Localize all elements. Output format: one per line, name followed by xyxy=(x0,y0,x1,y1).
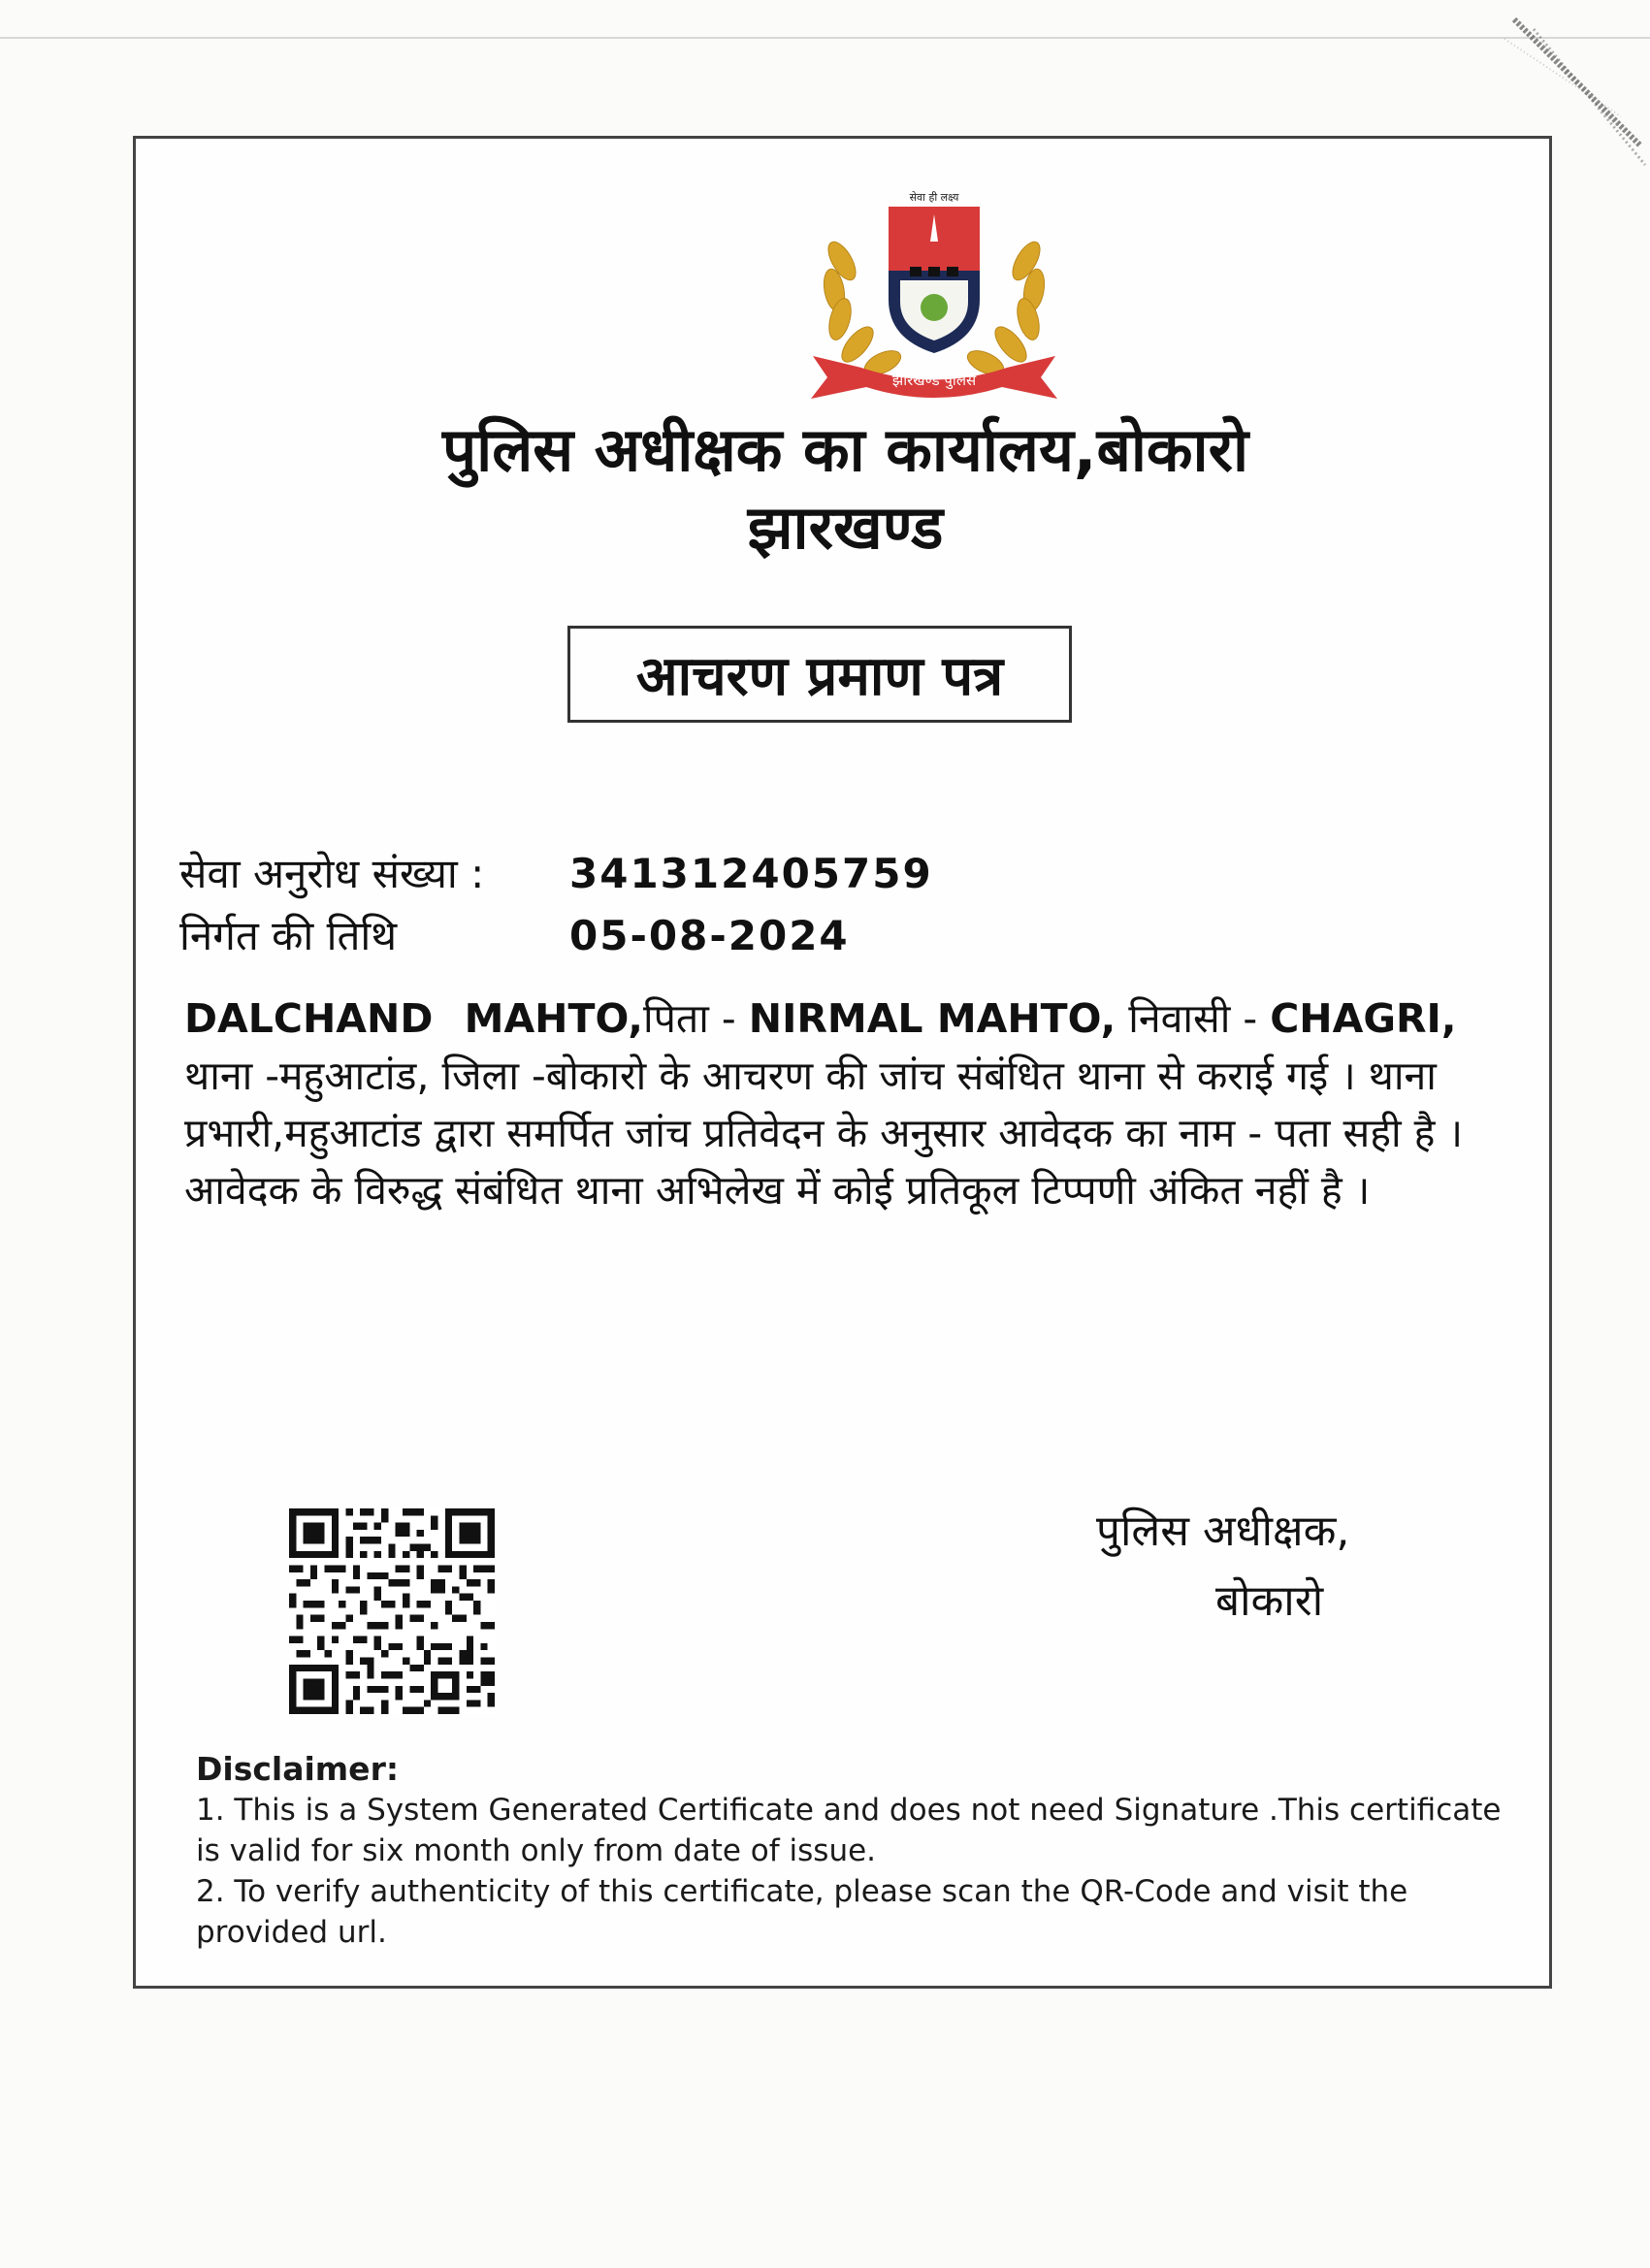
signatory-location: बोकारो xyxy=(1215,1576,1324,1626)
office-title: पुलिस अधीक्षक का कार्यालय,बोकारो xyxy=(441,414,1249,485)
certificate-title: आचरण प्रमाण पत्र xyxy=(567,626,1072,723)
father-prefix: पिता - xyxy=(642,995,749,1042)
father-name: NIRMAL MAHTO, xyxy=(748,995,1116,1042)
office-state: झारखण्ड xyxy=(747,492,944,563)
emblem-motto: सेवा ही लक्ष्य xyxy=(909,191,959,204)
signatory-block xyxy=(1096,1497,1426,1636)
issue-date-value: 05-08-2024 xyxy=(569,912,850,959)
disclaimer-item: 2. To verify authenticity of this certificate, please scan the QR-Code and visit the provided url. xyxy=(196,1874,1408,1950)
jharkhand-police-emblem-icon xyxy=(803,183,1065,406)
request-number-row xyxy=(179,845,933,900)
certificate-body xyxy=(184,990,1523,1219)
request-number-value: 341312405759 xyxy=(569,850,933,897)
applicant-name: DALCHAND MAHTO, xyxy=(184,995,643,1042)
issue-date-label: निर्गत की तिथि xyxy=(179,912,398,959)
disclaimer-item: 1. This is a System Generated Certificate and does not need Signature .This certificate is valid for six month only from date of issue. xyxy=(196,1793,1502,1868)
resident-prefix: निवासी - xyxy=(1116,995,1271,1042)
verification-text: थाना -महुआटांड, जिला -बोकारो के आचरण की जांच संबंधित थाना से कराई गई । थाना प्रभारी,महुआटांड द्वारा समर्पित जांच प्रतिवेदन के अनुसार आवेदक का नाम - पता सही है । आवेदक के विरुद्ध संबंधित थाना अभिलेख में कोई प्रतिकूल टिप्पणी अंकित नहीं है । xyxy=(184,1053,1463,1214)
issue-date-row xyxy=(179,907,850,962)
scan-edge xyxy=(0,37,1650,39)
village-name: CHAGRI, xyxy=(1270,995,1457,1042)
disclaimer-heading: Disclaimer: xyxy=(196,1750,400,1788)
signatory-designation: पुलिस अधीक्षक, xyxy=(1096,1507,1350,1556)
verification-qr-code[interactable] xyxy=(289,1508,495,1714)
disclaimer xyxy=(196,1749,1515,1953)
request-number-label: सेवा अनुरोध संख्या : xyxy=(179,850,485,897)
certificate-frame xyxy=(133,136,1552,1989)
emblem-ribbon-text: झारखण्ड पुलिस xyxy=(891,372,977,389)
